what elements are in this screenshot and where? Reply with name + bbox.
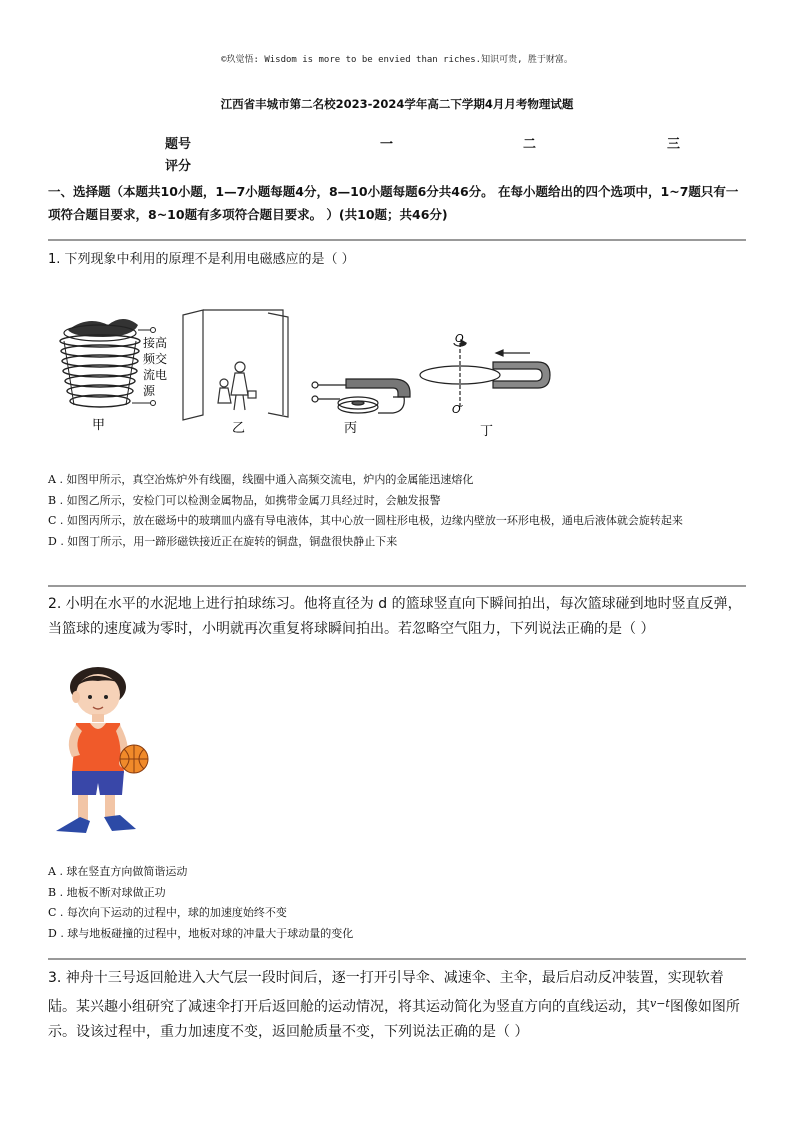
rotating-disk-diagram — [420, 340, 550, 407]
score-table-row-score — [165, 155, 695, 177]
score-table-row-number — [165, 133, 695, 155]
score-table-col-2: 二 — [523, 137, 537, 152]
figure-label-yi: 乙 — [232, 421, 246, 436]
boy-dribbling-illustration — [50, 665, 160, 840]
question-3-stem-part-a: 3. 神舟十三号返回舱进入大气层一段时间后，逐一打开引导伞、减速伞、主伞，最后启动反冲装置，实现软着陆。某兴趣小组研究了减速伞打开后返回舱的运动情况，将其运动简化为竖直方向的直线运动，其 — [48, 970, 724, 1015]
axis-top-label: O — [455, 332, 464, 345]
conducting-liquid-diagram — [312, 379, 410, 413]
coil-note-3: 流电 — [143, 368, 168, 382]
question-2-stem: 2. 小明在水平的水泥地上进行拍球练习。他将直径为 d 的篮球竖直向下瞬间拍出，每次篮球碰到地时竖直反弹，当篮球的速度减为零时，小明就再次重复将球瞬间拍出。若忽略空气阻力，下列说法正确的是（ ） — [48, 596, 742, 637]
question-2-option-b[interactable]: B . 地板不断对球做正功 — [48, 885, 166, 899]
question-1-stem: 1. 下列现象中利用的原理不是利用电磁感应的是（ ） — [48, 252, 355, 267]
figure-label-bing: 丙 — [344, 421, 358, 436]
document-title: 江西省丰城市第二名校2023-2024学年高二下学期4月月考物理试题 — [220, 97, 574, 111]
score-table — [165, 133, 695, 177]
score-table-col-3: 三 — [667, 137, 681, 152]
furnace-coil-diagram — [60, 319, 156, 407]
score-table-number-label: 题号 — [165, 137, 192, 152]
divider — [48, 585, 746, 587]
coil-note-2: 频交 — [143, 352, 168, 366]
security-gate-diagram — [183, 310, 288, 420]
figure-label-jia: 甲 — [92, 418, 106, 433]
axis-bottom-label: O′ — [452, 403, 464, 416]
divider — [48, 958, 746, 960]
question-2-option-c[interactable]: C . 每次向下运动的过程中，球的加速度始终不变 — [48, 906, 287, 919]
header-quote: ©玖觉悟: Wisdom is more to be envied than riches.知识可贵, 胜于财富。 — [221, 55, 573, 65]
figure-label-ding: 丁 — [480, 424, 494, 439]
question-1-option-d[interactable]: D . 如图丁所示，用一蹄形磁铁接近正在旋转的铜盘，铜盘很快静止下来 — [48, 534, 398, 548]
score-table-score-label: 评分 — [165, 159, 192, 174]
question-2-option-d[interactable]: D . 球与地板碰撞的过程中，地板对球的冲量大于球动量的变化 — [48, 926, 354, 940]
question-2-option-a[interactable]: A . 球在竖直方向做简谐运动 — [48, 865, 188, 878]
score-table-col-1: 一 — [380, 137, 394, 152]
question-1-option-b[interactable]: B . 如图乙所示，安检门可以检测金属物品，如携带金属刀具经过时，会触发报警 — [48, 493, 441, 507]
question-2-options — [48, 862, 748, 944]
question-3-stem — [48, 966, 748, 1045]
question-3-vt-symbol: v−t — [650, 997, 670, 1010]
divider — [48, 239, 746, 241]
section-heading: 一、选择题（本题共10小题，1—7小题每题4分，8—10小题每题6分共46分。 在每小题给出的四个选项中，1~7题只有一项符合题目要求，8~10题有多项符合题目要求。 ）(共10题；共46分) — [48, 184, 739, 222]
question-1-figure — [48, 295, 568, 445]
coil-note-4: 源 — [143, 384, 156, 398]
question-1-option-c[interactable]: C . 如图丙所示，放在磁场中的玻璃皿内盛有导电液体，其中心放一圆柱形电极，边缘内壁放一环形电极，通电后液体就会旋转起来 — [48, 514, 683, 527]
coil-note-1: 接高 — [143, 336, 168, 350]
question-3-stem-part-b: 图像如图所示。设该过程中，重力加速度不变，返回舱质量不变，下列说法正确的是（ ） — [48, 999, 740, 1040]
question-1-option-a[interactable]: A . 如图甲所示，真空冶炼炉外有线圈，线圈中通入高频交流电，炉内的金属能迅速熔化 — [48, 473, 474, 486]
question-1-options — [48, 470, 748, 552]
